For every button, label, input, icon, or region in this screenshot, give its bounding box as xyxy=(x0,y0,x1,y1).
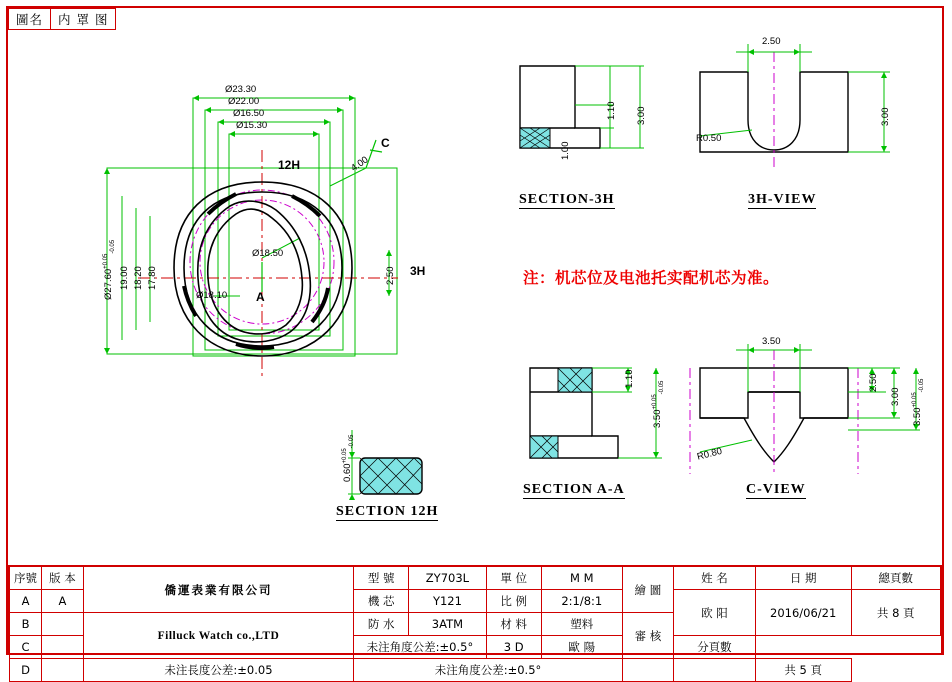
dim-3h-100: 1.00 xyxy=(560,141,571,160)
row-a-seq: A xyxy=(10,590,42,613)
dim-cview-250: 2.50 xyxy=(868,373,879,392)
title-tag-value: 内 罩 图 xyxy=(58,12,109,27)
row-d-seq: D xyxy=(10,659,42,682)
dim-cview-r080: R0.80 xyxy=(696,445,724,463)
dim-3hview-r050: R0.50 xyxy=(696,133,722,144)
field-value-waterproof: 3ATM xyxy=(409,613,486,636)
label-sub-pages: 分頁數 xyxy=(674,636,756,659)
row-b-seq: B xyxy=(10,613,42,636)
label-12h: 12H xyxy=(278,158,301,172)
caption-c-view: C-VIEW xyxy=(746,482,806,497)
dim-cview-350w: 3.50 xyxy=(762,336,781,347)
dim-12h-060: $0.60^{+0.05}_{-0.05}$ xyxy=(341,434,355,482)
company-name-cn: 僑運表業有限公司 xyxy=(83,567,353,613)
dim-d1850: Ø18.50 xyxy=(252,248,284,259)
label-total-pages: 總頁數 xyxy=(851,567,941,590)
label-c-arrow: C xyxy=(381,136,390,150)
label-3h: 3H xyxy=(410,264,426,278)
dim-d1810: Ø18.10 xyxy=(196,290,228,301)
caption-section-12h: SECTION 12H xyxy=(336,504,439,519)
dim-d1530: Ø15.30 xyxy=(236,120,268,131)
field-label-unit: 單 位 xyxy=(486,567,541,590)
dim-cview-300: 3.00 xyxy=(890,387,901,406)
dim-1820: 18.20 xyxy=(133,266,144,290)
sub-pages-value: 共 5 頁 xyxy=(755,659,851,682)
field-value-material: 塑料 xyxy=(541,613,622,636)
tolerance-angle: 未注角度公差:±0.5° xyxy=(354,636,486,659)
label-draw: 繪 圖 xyxy=(622,567,673,613)
check-name-value xyxy=(622,659,673,682)
field-label-scale: 比 例 xyxy=(486,590,541,613)
field-value-scale: 2:1/8:1 xyxy=(541,590,622,613)
dim-aa-350: $3.50^{+0.05}_{-0.05}$ xyxy=(651,380,665,428)
row-d-ver xyxy=(42,659,84,682)
check-date-value xyxy=(674,659,756,682)
caption-section-3h: SECTION-3H xyxy=(519,192,615,207)
caption-3h-view: 3H-VIEW xyxy=(748,192,817,207)
row-c-seq: C xyxy=(10,636,42,659)
dim-1780: 17.80 xyxy=(147,266,158,290)
field-label-waterproof: 防 水 xyxy=(354,613,409,636)
caption-section-aa: SECTION A-A xyxy=(523,482,625,497)
dim-d2760: $Ø27.60^{+0.05}_{-0.05}$ xyxy=(102,239,116,300)
title-tag-label: 圖名 xyxy=(9,9,51,29)
field-value-unit: M M xyxy=(541,567,622,590)
dim-250-main: 2.50 xyxy=(385,266,396,285)
dim-aa-110: 1.10 xyxy=(624,369,635,388)
row-b-ver xyxy=(42,613,84,636)
draw-name-value: 欧 阳 xyxy=(674,590,756,636)
dim-3hview-300: 3.00 xyxy=(880,107,891,126)
dim-3hview-250: 2.50 xyxy=(762,36,781,47)
label-name: 姓 名 xyxy=(674,567,756,590)
row-a-ver: A xyxy=(42,590,84,613)
dim-d2330: Ø23.30 xyxy=(225,84,257,95)
th-ver: 版 本 xyxy=(42,567,84,590)
tolerance-angle-2: 未注角度公差:±0.5° xyxy=(354,659,623,682)
label-check: 審 核 xyxy=(622,613,673,659)
field-label-3d: 3 D xyxy=(486,636,541,659)
dim-3h-110: 1.10 xyxy=(606,101,617,120)
dim-cview-350: $3.50^{+0.05}_{-0.05}$ xyxy=(911,378,925,426)
dim-d2200: Ø22.00 xyxy=(228,96,260,107)
field-label-movement: 機 芯 xyxy=(354,590,409,613)
dim-3h-300: 3.00 xyxy=(636,106,647,125)
dim-1900: 19.00 xyxy=(119,266,130,290)
title-block xyxy=(8,565,942,677)
row-c-ver xyxy=(42,636,84,659)
field-value-model: ZY703L xyxy=(409,567,486,590)
company-name-en: Filluck Watch co.,LTD xyxy=(83,613,353,659)
field-value-3d: 歐 陽 xyxy=(541,636,622,659)
label-a-arrow: A xyxy=(256,290,265,304)
dim-400: 4.00 xyxy=(349,154,371,175)
field-label-material: 材 料 xyxy=(486,613,541,636)
field-label-model: 型 號 xyxy=(354,567,409,590)
th-seq: 序號 xyxy=(10,567,42,590)
field-value-movement: Y121 xyxy=(409,590,486,613)
draw-date-value: 2016/06/21 xyxy=(755,590,851,636)
drawing-note: 注：机芯位及电池托实配机芯为准。 xyxy=(523,269,780,287)
total-pages-value: 共 8 頁 xyxy=(851,590,941,636)
label-date: 日 期 xyxy=(755,567,851,590)
tolerance-length: 未注長度公差:±0.05 xyxy=(83,659,353,682)
dim-d1650: Ø16.50 xyxy=(233,108,265,119)
